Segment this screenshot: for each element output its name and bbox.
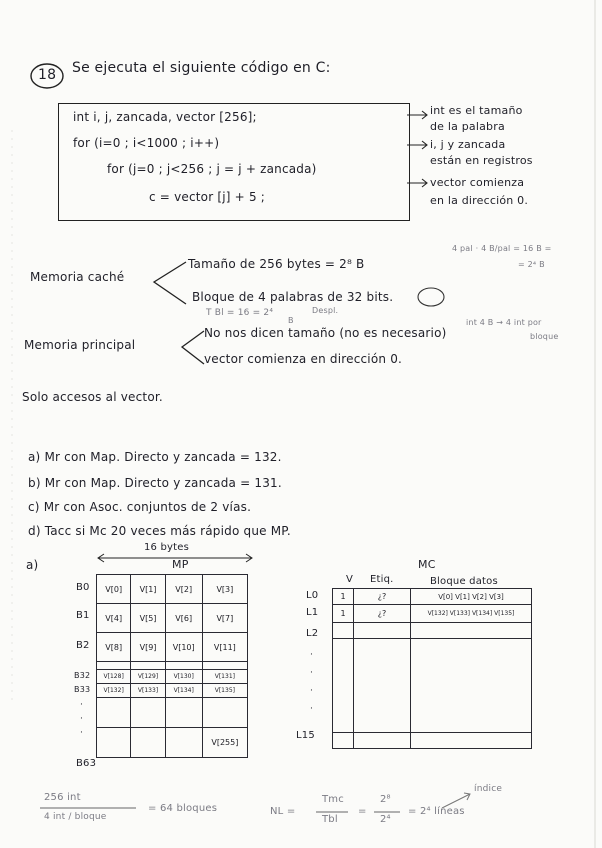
pow-denominator: 2⁴	[380, 814, 391, 825]
principal-line-1: No nos dicen tamaño (no es necesario)	[204, 326, 447, 340]
mp-cell: V[134]	[165, 684, 202, 698]
mc-header-datos: Bloque datos	[430, 576, 498, 587]
side-calc-2: = 2⁴ B	[518, 260, 545, 269]
mp-cell: V[10]	[165, 633, 202, 662]
principal-line-2: vector comienza en dirección 0.	[204, 352, 403, 366]
frac1-numerator: 256 int	[44, 792, 81, 803]
question-a: a) Mr con Map. Directo y zancada = 132.	[28, 450, 282, 464]
mp-cell: V[4]	[97, 604, 131, 633]
mc-data-word: V[1]	[455, 592, 470, 601]
cache-side-note-2: bloque	[530, 332, 559, 341]
circle-32-mark	[416, 286, 446, 308]
mc-ellipsis-4: ·	[310, 704, 314, 714]
mc-data-word: V[132]	[427, 610, 448, 617]
mp-row-label-b0: B0	[76, 582, 90, 593]
mc-line-label-l1: L1	[306, 607, 319, 618]
mp-cell: V[128]	[97, 670, 131, 684]
mc-ellipsis-1: ·	[310, 650, 314, 660]
code-line-2: for (i=0 ; i<1000 ; i++)	[73, 136, 220, 150]
side-calc-1: 4 pal · 4 B/pal = 16 B =	[452, 244, 552, 253]
mc-line-label-l0: L0	[306, 590, 319, 601]
mc-header-v: V	[346, 574, 354, 585]
nl-denominator: Tbl	[322, 814, 338, 825]
note-vector-2: en la dirección 0.	[430, 194, 529, 207]
mp-cell: V[0]	[97, 575, 131, 604]
mp-row-label-b1: B1	[76, 610, 90, 621]
note-vector-1: vector comienza	[430, 176, 525, 189]
nl-equals: =	[358, 806, 367, 817]
mp-cell: V[3]	[202, 575, 247, 604]
mc-data-word: V[133]	[449, 610, 471, 617]
mp-cell: V[7]	[202, 604, 247, 633]
solo-accesos: Solo accesos al vector.	[22, 390, 163, 404]
cache-size-line: Tamaño de 256 bytes = 2⁸ B	[188, 257, 365, 271]
code-line-1: int i, j, zancada, vector [256];	[73, 110, 257, 124]
mp-cell: V[130]	[165, 670, 202, 684]
mp-width-label: 16 bytes	[144, 542, 190, 553]
mp-row-label-b2: B2	[76, 640, 90, 651]
mc-tag: ¿?	[354, 589, 411, 605]
mp-cell-last: V[255]	[202, 728, 247, 758]
mc-tag: ¿?	[354, 605, 411, 623]
nl-label: NL =	[270, 806, 296, 817]
cache-brace	[150, 258, 190, 308]
mp-cell: V[2]	[165, 575, 202, 604]
mc-data-word: V[135]	[494, 610, 515, 617]
mp-cell: V[135]	[202, 684, 247, 698]
memoria-cache-label: Memoria caché	[30, 270, 125, 284]
indice-label: índice	[474, 784, 503, 794]
note-int-2: de la palabra	[430, 120, 505, 133]
mc-data-word: V[134]	[471, 610, 493, 617]
mc-line-label-l15: L15	[296, 730, 315, 741]
mc-line-label-l2: L2	[306, 628, 319, 639]
note-ij-1: i, j y zancada	[430, 138, 506, 151]
question-c: c) Mr con Asoc. conjuntos de 2 vías.	[28, 500, 252, 514]
tbl-note: T Bl = 16 = 2⁴	[206, 308, 274, 318]
mp-ellipsis-2: ·	[80, 714, 84, 724]
frac1-denominator: 4 int / bloque	[44, 812, 107, 822]
problem-statement: Se ejecuta el siguiente código en C:	[72, 60, 331, 76]
mp-row-label-b63: B63	[76, 758, 97, 769]
question-b: b) Mr con Map. Directo y zancada = 131.	[28, 476, 282, 490]
mc-ellipsis-3: ·	[310, 686, 314, 696]
mp-cell: V[5]	[131, 604, 165, 633]
code-box	[58, 103, 410, 221]
mp-cell: V[133]	[131, 684, 165, 698]
mc-title: MC	[418, 558, 436, 571]
memoria-principal-label: Memoria principal	[24, 338, 136, 352]
frac1-bar	[40, 806, 140, 810]
mp-cell: V[11]	[202, 633, 247, 662]
frac1-result: = 64 bloques	[148, 803, 218, 814]
mp-cell: V[132]	[97, 684, 131, 698]
problem-number: 18	[38, 67, 57, 83]
mp-cell: V[8]	[97, 633, 131, 662]
mc-table	[332, 588, 532, 749]
part-a-label: a)	[26, 558, 39, 572]
note-ij-2: están en registros	[430, 154, 533, 167]
mp-cell: V[129]	[131, 670, 165, 684]
nl-result: = 2⁴ líneas	[408, 806, 465, 817]
mc-data-word: V[0]	[438, 592, 453, 601]
pow-numerator: 2⁸	[380, 794, 391, 805]
mc-data-block	[411, 605, 532, 623]
mp-cell: V[9]	[131, 633, 165, 662]
mp-row-label-b32: B32	[74, 671, 91, 680]
mc-ellipsis-2: ·	[310, 668, 314, 678]
code-line-3: for (j=0 ; j<256 ; j = j + zancada)	[107, 162, 317, 176]
mp-table	[96, 574, 248, 758]
tbl-b-label: B	[288, 316, 294, 325]
code-line-4: c = vector [j] + 5 ;	[149, 190, 266, 204]
note-int-1: int es el tamaño	[430, 104, 523, 117]
mc-data-block	[411, 589, 532, 605]
mp-ellipsis-3: ·	[80, 728, 84, 738]
mp-cell: V[6]	[165, 604, 202, 633]
mp-ellipsis-1: ·	[80, 700, 84, 710]
mc-valid-bit: 1	[333, 589, 354, 605]
mc-header-etiq: Etiq.	[370, 574, 394, 585]
question-d: d) Tacc si Mc 20 veces más rápido que MP.	[28, 524, 291, 538]
tbl-despl: Despl.	[312, 306, 339, 315]
mp-cell: V[131]	[202, 670, 247, 684]
cache-block-line: Bloque de 4 palabras de 32 bits.	[192, 290, 394, 304]
mc-data-word: V[2]	[472, 592, 487, 601]
mc-valid-bit: 1	[333, 605, 354, 623]
mp-cell: V[1]	[131, 575, 165, 604]
nl-numerator: Tmc	[322, 794, 344, 805]
cache-side-note-1: int 4 B → 4 int por	[466, 318, 542, 327]
mc-data-word: V[3]	[489, 592, 504, 601]
mp-title: MP	[172, 558, 189, 571]
mp-row-label-b33: B33	[74, 685, 91, 694]
